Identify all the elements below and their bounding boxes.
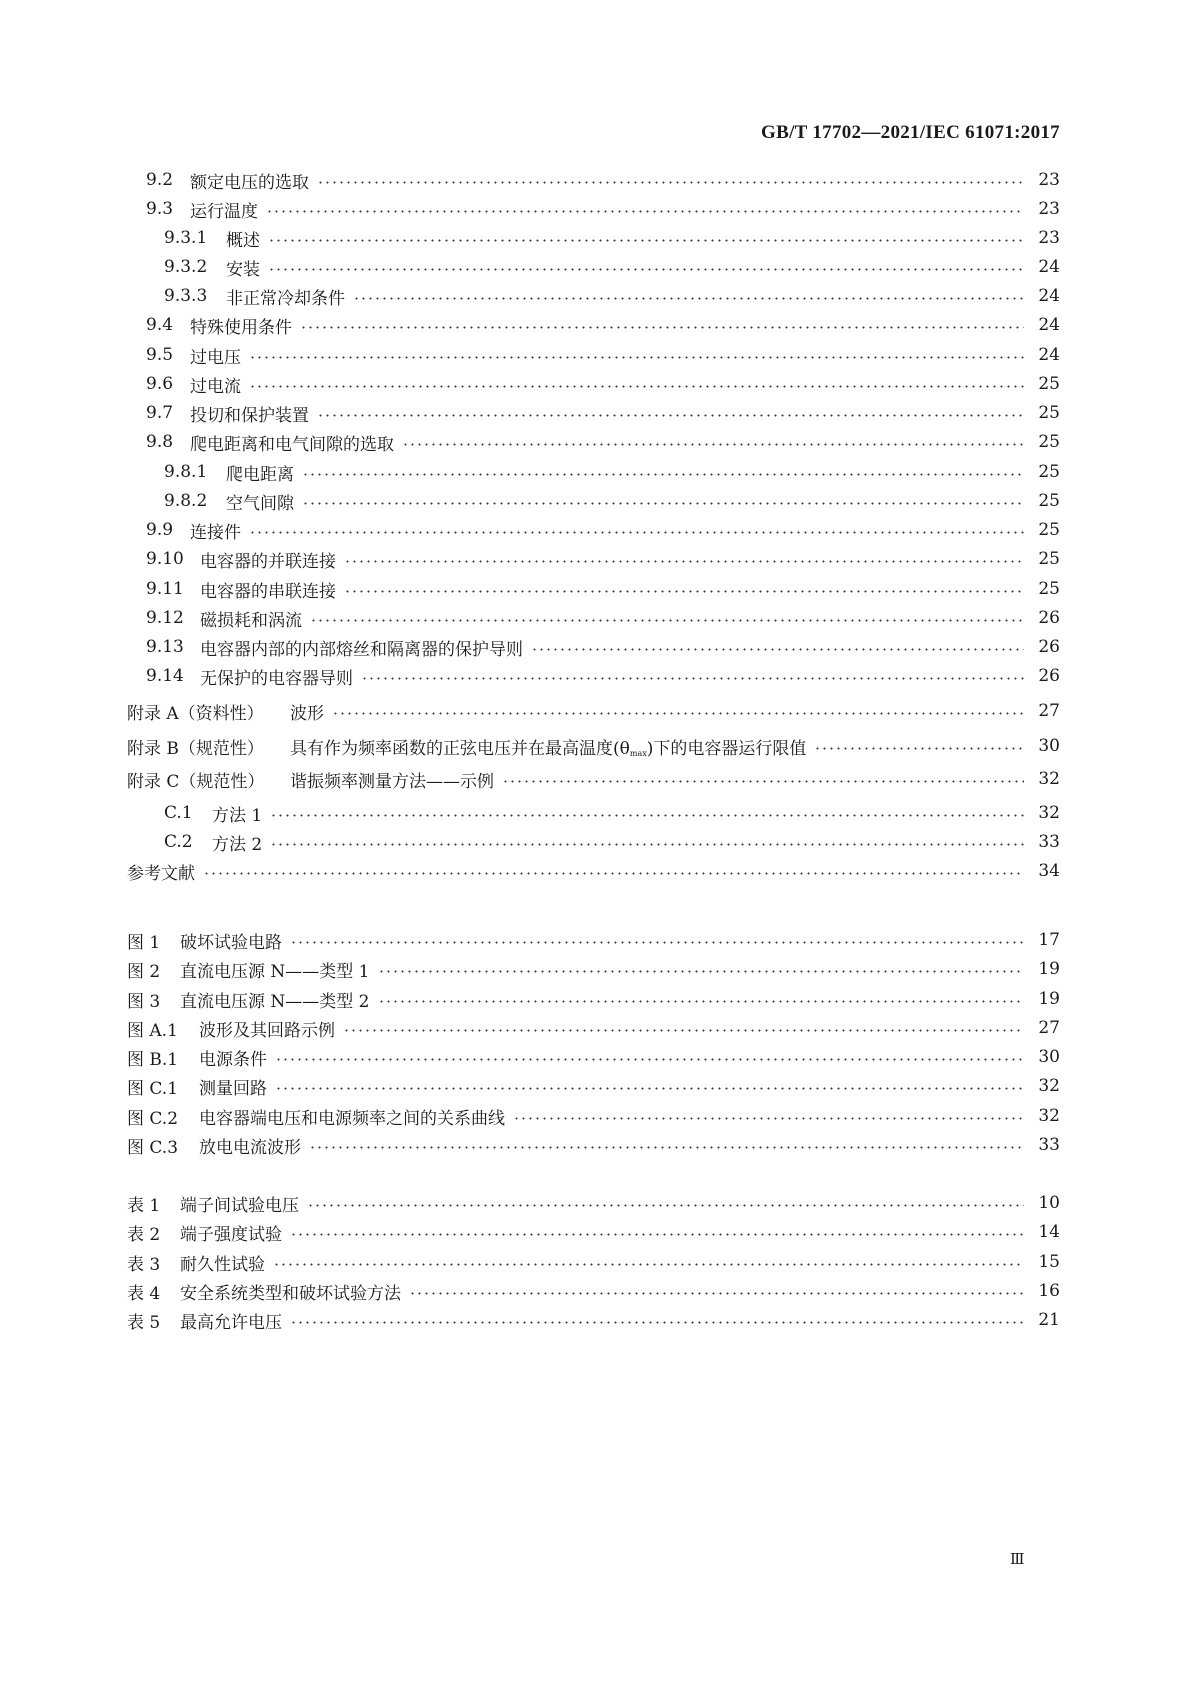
entry-page: 24: [1038, 257, 1060, 277]
entry-page: 19: [1038, 959, 1060, 979]
entry-title: 放电电流波形: [199, 1137, 301, 1158]
entry-page: 32: [1038, 1106, 1060, 1126]
leader-dots: [290, 1321, 1024, 1324]
entry-title: 安全系统类型和破坏试验方法: [180, 1283, 401, 1304]
toc-entry-9-13[interactable]: [146, 634, 1060, 660]
leader-dots: [203, 872, 1024, 875]
entry-page: 23: [1038, 170, 1060, 190]
entry-number: 表 2: [127, 1224, 161, 1245]
toc-entry-9-3[interactable]: [146, 196, 1060, 222]
toc-entry-9-3-1[interactable]: [164, 225, 1060, 251]
entry-title: 连接件: [190, 522, 241, 543]
entry-page: 25: [1038, 579, 1060, 599]
entry-title: 端子间试验电压: [180, 1195, 299, 1216]
toc-entry-9-3-2[interactable]: [164, 254, 1060, 280]
entry-title: 破坏试验电路: [180, 932, 282, 953]
entry-title: 概述: [226, 230, 260, 251]
entry-page: 25: [1038, 520, 1060, 540]
entry-number: 表 5: [127, 1312, 161, 1333]
entry-number: C.2: [164, 832, 193, 852]
leader-dots: [249, 356, 1024, 359]
entry-title: 电容器的串联连接: [200, 581, 336, 602]
toc-entry-annex-b[interactable]: [127, 733, 1060, 759]
entry-number: 图 C.3: [127, 1137, 179, 1158]
toc-figure-a-1[interactable]: [127, 1015, 1060, 1041]
entry-page: 26: [1038, 666, 1060, 686]
entry-page: 15: [1038, 1252, 1060, 1272]
leader-dots: [275, 1087, 1024, 1090]
toc-entry-9-12[interactable]: [146, 605, 1060, 631]
entry-number: 9.13: [146, 637, 184, 657]
leader-dots: [290, 1233, 1024, 1236]
leader-dots: [361, 677, 1024, 680]
entry-page: 25: [1038, 374, 1060, 394]
entry-number: C.1: [164, 803, 193, 823]
leader-dots: [268, 268, 1024, 271]
entry-title: 运行温度: [190, 201, 258, 222]
entry-number: 图 1: [127, 932, 161, 953]
entry-number: 表 1: [127, 1195, 161, 1216]
toc-entry-9-3-3[interactable]: [164, 283, 1060, 309]
toc-entry-9-7[interactable]: [146, 400, 1060, 426]
toc-entry-9-6[interactable]: [146, 371, 1060, 397]
toc-entry-9-10[interactable]: [146, 546, 1060, 572]
entry-number: 9.8.1: [164, 462, 208, 482]
entry-number: 附录 B（规范性）: [127, 738, 264, 759]
toc-figure-c-3[interactable]: [127, 1132, 1060, 1158]
leader-dots: [290, 941, 1024, 944]
toc-table-2[interactable]: [127, 1219, 1060, 1245]
page-number-footer: Ⅲ: [1010, 1552, 1025, 1568]
leader-dots: [814, 747, 1024, 750]
leader-dots: [270, 814, 1024, 817]
entry-page: 10: [1038, 1193, 1060, 1213]
entry-number: 9.6: [146, 374, 174, 394]
entry-title: 安装: [226, 259, 260, 280]
entry-title: 爬电距离和电气间隙的选取: [190, 434, 394, 455]
entry-page: 25: [1038, 549, 1060, 569]
toc-entry-9-8-1[interactable]: [164, 459, 1060, 485]
toc-entry-9-4[interactable]: [146, 312, 1060, 338]
toc-figure-3[interactable]: [127, 986, 1060, 1012]
entry-page: 14: [1038, 1222, 1060, 1242]
entry-number: 9.8.2: [164, 491, 208, 511]
entry-title: 空气间隙: [226, 493, 294, 514]
toc-entry-9-9[interactable]: [146, 517, 1060, 543]
entry-number: 9.11: [146, 579, 184, 599]
entry-title: 直流电压源 N——类型 1: [180, 961, 370, 982]
entry-number: 9.3.1: [164, 228, 208, 248]
leader-dots: [513, 1117, 1024, 1120]
toc-figure-1[interactable]: [127, 927, 1060, 953]
entry-page: 25: [1038, 403, 1060, 423]
leader-dots: [317, 181, 1024, 184]
entry-title: 电源条件: [199, 1049, 267, 1070]
toc-entry-9-8[interactable]: [146, 429, 1060, 455]
leader-dots: [409, 1292, 1024, 1295]
leader-dots: [310, 619, 1024, 622]
toc-entry-9-2[interactable]: [146, 167, 1060, 193]
entry-page: 27: [1038, 701, 1060, 721]
entry-title: 最高允许电压: [180, 1312, 282, 1333]
entry-page: 32: [1038, 769, 1060, 789]
entry-page: 19: [1038, 989, 1060, 1009]
leader-dots: [344, 560, 1024, 563]
leader-dots: [275, 1058, 1024, 1061]
leader-dots: [378, 970, 1025, 973]
toc-entry-9-5[interactable]: [146, 342, 1060, 368]
entry-number: 9.4: [146, 315, 174, 335]
toc-entry-c-2[interactable]: [164, 829, 1060, 855]
entry-number: 表 3: [127, 1254, 161, 1275]
entry-number: 9.3.2: [164, 257, 208, 277]
entry-number: 图 B.1: [127, 1049, 179, 1070]
entry-number: 附录 A（资料性）: [127, 703, 264, 724]
leader-dots: [302, 473, 1024, 476]
entry-page: 24: [1038, 286, 1060, 306]
leader-dots: [353, 297, 1024, 300]
entry-title: 谐振频率测量方法——示例: [290, 771, 494, 792]
toc-table-5[interactable]: [127, 1307, 1060, 1333]
entry-title: 参考文献: [127, 863, 195, 884]
entry-title: 直流电压源 N——类型 2: [180, 991, 370, 1012]
leader-dots: [268, 239, 1024, 242]
entry-number: 表 4: [127, 1283, 161, 1304]
toc-entry-annex-a[interactable]: [127, 698, 1060, 724]
leader-dots: [344, 590, 1024, 593]
entry-page: 33: [1038, 832, 1060, 852]
entry-title: 测量回路: [199, 1078, 267, 1099]
toc-table-3[interactable]: [127, 1249, 1060, 1275]
leader-dots: [249, 531, 1024, 534]
entry-number: 9.10: [146, 549, 184, 569]
standard-number-header: GB/T 17702—2021/IEC 61071:2017: [761, 122, 1060, 143]
leader-dots: [317, 414, 1024, 417]
entry-title: 方法 2: [212, 834, 263, 855]
entry-page: 27: [1038, 1018, 1060, 1038]
entry-title: 过电流: [190, 376, 241, 397]
leader-dots: [300, 326, 1024, 329]
entry-page: 25: [1038, 432, 1060, 452]
toc-figure-2[interactable]: [127, 956, 1060, 982]
entry-page: 21: [1038, 1310, 1060, 1330]
entry-number: 9.9: [146, 520, 174, 540]
leader-dots: [307, 1204, 1024, 1207]
leader-dots: [378, 1000, 1025, 1003]
entry-page: 26: [1038, 637, 1060, 657]
entry-page: 30: [1038, 736, 1060, 756]
leader-dots: [273, 1263, 1024, 1266]
toc-entry-9-14[interactable]: [146, 663, 1060, 689]
entry-page: 25: [1038, 491, 1060, 511]
toc-entry-annex-c[interactable]: [127, 766, 1060, 792]
entry-title: 方法 1: [212, 805, 263, 826]
toc-entry-c-1[interactable]: [164, 800, 1060, 826]
entry-title: 非正常冷却条件: [226, 288, 345, 309]
leader-dots: [270, 843, 1024, 846]
entry-title: 波形及其回路示例: [199, 1020, 335, 1041]
leader-dots: [343, 1029, 1024, 1032]
entry-page: 32: [1038, 803, 1060, 823]
leader-dots: [302, 502, 1024, 505]
toc-figure-b-1[interactable]: [127, 1044, 1060, 1070]
toc-table-4[interactable]: [127, 1278, 1060, 1304]
toc-figure-c-1[interactable]: [127, 1073, 1060, 1099]
leader-dots: [309, 1146, 1024, 1149]
entry-page: 24: [1038, 315, 1060, 335]
entry-number: 9.8: [146, 432, 174, 452]
entry-page: 32: [1038, 1076, 1060, 1096]
entry-number: 图 C.1: [127, 1078, 179, 1099]
entry-title: 磁损耗和涡流: [200, 610, 302, 631]
entry-page: 16: [1038, 1281, 1060, 1301]
leader-dots: [266, 210, 1024, 213]
leader-dots: [502, 780, 1024, 783]
entry-page: 33: [1038, 1135, 1060, 1155]
entry-title: 电容器内部的内部熔丝和隔离器的保护导则: [200, 639, 523, 660]
entry-title: [290, 734, 806, 759]
entry-title: 端子强度试验: [180, 1224, 282, 1245]
entry-title: 过电压: [190, 347, 241, 368]
leader-dots: [531, 648, 1024, 651]
entry-page: 17: [1038, 930, 1060, 950]
entry-page: 34: [1038, 861, 1060, 881]
entry-title-post: )下的电容器运行限值: [646, 738, 807, 759]
toc-entry-9-8-2[interactable]: [164, 488, 1060, 514]
entry-title: 电容器端电压和电源频率之间的关系曲线: [199, 1108, 505, 1129]
entry-number: 9.5: [146, 345, 174, 365]
entry-title: 额定电压的选取: [190, 172, 309, 193]
entry-title: 投切和保护装置: [190, 405, 309, 426]
entry-number: 9.14: [146, 666, 184, 686]
entry-number: 附录 C（规范性）: [127, 771, 265, 792]
entry-title: 耐久性试验: [180, 1254, 265, 1275]
entry-title: 爬电距离: [226, 464, 294, 485]
entry-title: 波形: [290, 703, 324, 724]
entry-page: 26: [1038, 608, 1060, 628]
entry-title-subscript: max: [629, 748, 647, 758]
entry-number: 9.3: [146, 199, 174, 219]
entry-number: 图 A.1: [127, 1020, 178, 1041]
toc-figure-c-2[interactable]: [127, 1103, 1060, 1129]
toc-entry-bibliography[interactable]: [127, 858, 1060, 884]
leader-dots: [332, 712, 1024, 715]
entry-title: 无保护的电容器导则: [200, 668, 353, 689]
toc-table-1[interactable]: [127, 1190, 1060, 1216]
entry-number: 图 C.2: [127, 1108, 179, 1129]
entry-title: 电容器的并联连接: [200, 551, 336, 572]
leader-dots: [402, 443, 1024, 446]
entry-number: 9.12: [146, 608, 184, 628]
leader-dots: [249, 385, 1024, 388]
entry-page: 23: [1038, 199, 1060, 219]
entry-page: 25: [1038, 462, 1060, 482]
entry-number: 9.3.3: [164, 286, 208, 306]
entry-number: 图 2: [127, 961, 161, 982]
entry-title-pre: 具有作为频率函数的正弦电压并在最高温度(θ: [290, 738, 630, 759]
entry-title: 特殊使用条件: [190, 317, 292, 338]
entry-page: 24: [1038, 345, 1060, 365]
entry-page: 30: [1038, 1047, 1060, 1067]
entry-number: 9.7: [146, 403, 174, 423]
entry-number: 9.2: [146, 170, 174, 190]
toc-entry-9-11[interactable]: [146, 576, 1060, 602]
entry-number: 图 3: [127, 991, 161, 1012]
entry-page: 23: [1038, 228, 1060, 248]
